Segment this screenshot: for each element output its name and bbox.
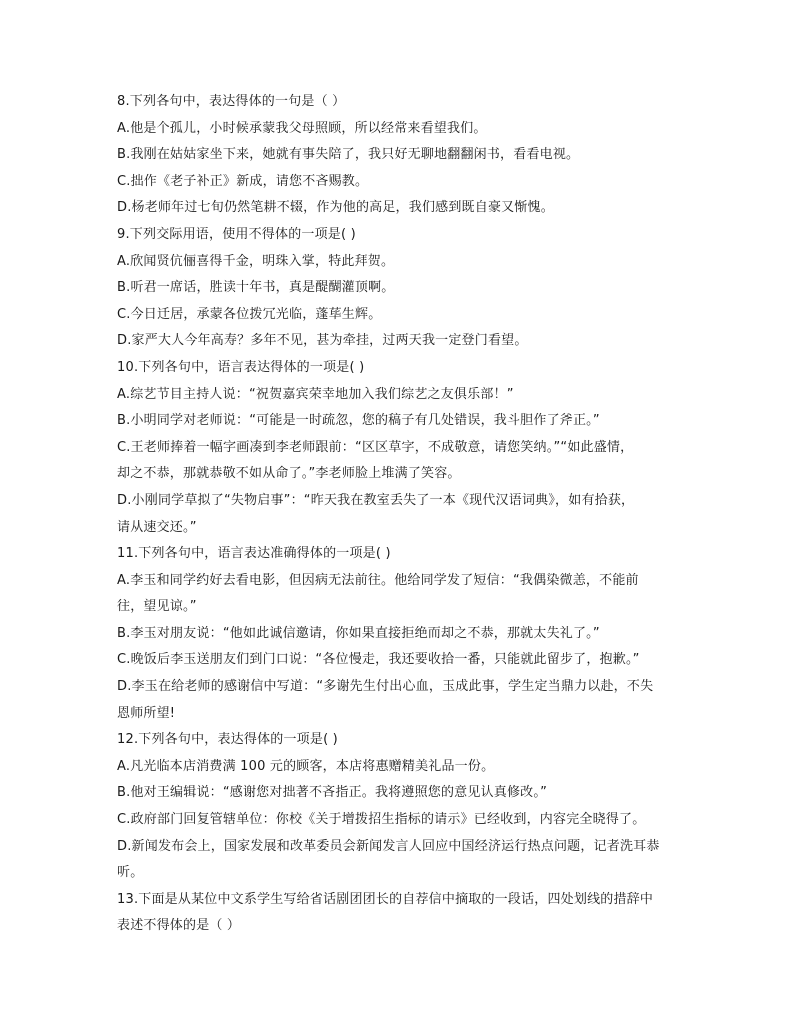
option-d-continued: 恩师所望!	[117, 705, 176, 721]
question-13	[117, 887, 687, 940]
option-a: A.欣闻贤伉俪喜得千金，明珠入掌，特此拜贺。	[117, 253, 395, 269]
question-12	[117, 727, 687, 887]
option-d: D.家严大人今年高寿？多年不见，甚为牵挂，过两天我一定登门看望。	[117, 333, 528, 349]
question-stem: 10.下列各句中，语言表达得体的一项是( )	[117, 359, 365, 375]
option-c-continued: 却之不恭，那就恭敬不如从命了。”李老师脸上堆满了笑容。	[117, 466, 461, 482]
question-stem: 9.下列交际用语，使用不得体的一项是( )	[117, 226, 356, 242]
document-page	[117, 89, 687, 940]
option-d: D.杨老师年过七旬仍然笔耕不辍，作为他的高足，我们感到既自豪又惭愧。	[117, 200, 554, 216]
question-stem: 12.下列各句中，表达得体的一项是( )	[117, 732, 338, 748]
question-stem: 13.下面是从某位中文系学生写给省话剧团团长的自荐信中摘取的一段话，四处划线的措辞中	[117, 891, 654, 907]
question-stem-continued: 表述不得体的是（ ）	[117, 918, 241, 934]
option-c: C.政府部门回复管辖单位：你校《关于增拨招生指标的请示》已经收到，内容完全晓得了。	[117, 812, 646, 828]
option-c: C.晚饭后李玉送朋友们到门口说：“各位慢走，我还要收拾一番，只能就此留步了，抱歉。”	[117, 652, 640, 668]
question-9	[117, 222, 687, 355]
option-c: C.今日迁居，承蒙各位拨冗光临，蓬荜生辉。	[117, 306, 382, 322]
option-a: A.凡光临本店消费满 100 元的顾客，本店将惠赠精美礼品一份。	[117, 758, 495, 774]
option-b: B.小明同学对老师说：“可能是一时疏忽，您的稿子有几处错误，我斗胆作了斧正。”	[117, 413, 600, 429]
question-10	[117, 355, 687, 541]
option-c: C.王老师捧着一幅字画凑到李老师跟前：“区区草字，不成敬意，请您笑纳。”“如此盛情，	[117, 439, 634, 455]
option-a-continued: 往，望见谅。”	[117, 599, 197, 615]
question-8	[117, 89, 687, 222]
option-b: B.李玉对朋友说：“他如此诚信邀请，你如果直接拒绝而却之不恭，那就太失礼了。”	[117, 625, 600, 641]
question-stem: 11.下列各句中，语言表达准确得体的一项是( )	[117, 546, 391, 562]
option-a: A.他是个孤儿，小时候承蒙我父母照顾，所以经常来看望我们。	[117, 120, 487, 136]
option-a: A.李玉和同学约好去看电影，但因病无法前往。他给同学发了短信：“我偶染微恙，不能前	[117, 572, 639, 588]
option-d: D.李玉在给老师的感谢信中写道：“多谢先生付出心血，玉成此事，学生定当鼎力以赴，不失	[117, 679, 654, 695]
option-d: D.小刚同学草拟了“失物启事”：“昨天我在教室丢失了一本《现代汉语词典》，如有拾获，	[117, 492, 635, 508]
option-b: B.听君一席话，胜读十年书，真是醍醐灌顶啊。	[117, 280, 395, 296]
option-b: B.他对王编辑说：“感谢您对拙著不吝指正。我将遵照您的意见认真修改。”	[117, 785, 548, 801]
option-a: A.综艺节目主持人说：“祝贺嘉宾荣幸地加入我们综艺之友俱乐部！”	[117, 386, 514, 402]
option-b: B.我刚在姑姑家坐下来，她就有事失陪了，我只好无聊地翻翻闲书，看看电视。	[117, 147, 580, 163]
option-d: D.新闻发布会上，国家发展和改革委员会新闻发言人回应中国经济运行热点问题，记者洗耳恭	[117, 838, 660, 854]
option-d-continued: 听。	[117, 865, 144, 881]
option-d-continued: 请从速交还。”	[117, 519, 197, 535]
question-stem: 8.下列各句中，表达得体的一句是（ ）	[117, 94, 346, 109]
option-c: C.拙作《老子补正》新成，请您不吝赐教。	[117, 173, 369, 189]
question-11	[117, 541, 687, 727]
